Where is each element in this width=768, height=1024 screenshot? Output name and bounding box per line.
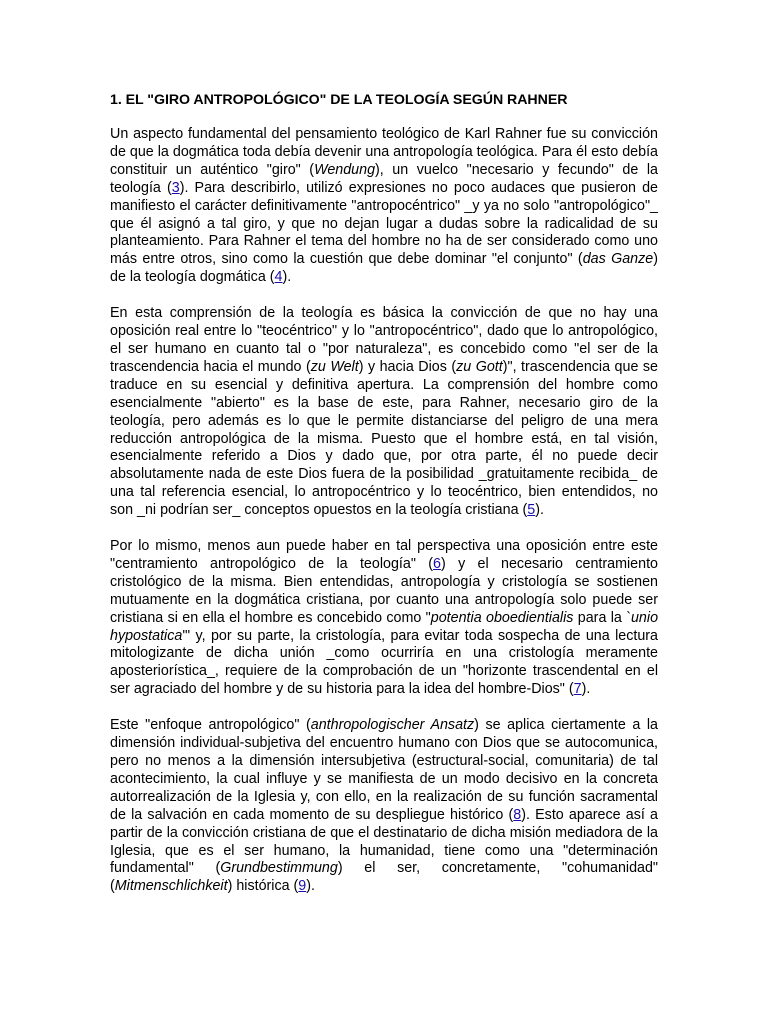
footnote-link[interactable]: 3 xyxy=(171,179,180,196)
italic-term: zu Gott xyxy=(456,358,503,375)
italic-term: Wendung xyxy=(314,161,376,178)
paragraph-3 xyxy=(110,538,658,699)
italic-term: das Ganze xyxy=(582,251,654,268)
paragraph-2 xyxy=(110,305,658,520)
text-run: ). xyxy=(535,502,544,519)
footnote-link[interactable]: 9 xyxy=(298,878,307,895)
footnote-link[interactable]: 6 xyxy=(433,555,441,572)
text-run: Por lo mismo, menos aun puede haber en tal perspectiva una oposición entre este "centramiento antropológico de la teología" ( xyxy=(110,538,658,572)
footnote-link[interactable]: 4 xyxy=(274,269,283,286)
text-run: ). Esto aparece así a partir de la convicción cristiana de que el destinatario de dicha misión mediadora de la Iglesia, que es el ser humano, la humanidad, tiene como una "determinación fundamental" ( xyxy=(110,806,659,877)
italic-term: potentia oboedientialis xyxy=(430,609,574,626)
text-run: Este "enfoque antropológico" ( xyxy=(110,717,311,734)
text-run: ). Para describirlo, utilizó expresiones no poco audaces que pusieron de manifiesto el carácter definitivamente "antropocéntrico" _y ya no solo "antropológico"_ que él asignó a tal giro, y que no dejan lugar a dudas sobre la radicalidad de su planteamiento. Para Rahner el tema del hombre no ha de ser considerado como uno más entre otros, sino como la cuestión que debe dominar "el conjunto" ( xyxy=(110,179,658,268)
footnote-link[interactable]: 7 xyxy=(573,681,582,698)
italic-term: Mitmenschlichkeit xyxy=(114,878,228,895)
text-run: ). xyxy=(306,878,315,895)
paragraph-1 xyxy=(110,126,658,287)
text-run: ) de la teología dogmática ( xyxy=(110,251,658,286)
text-run: ). xyxy=(581,681,591,698)
text-run: Un aspecto fundamental del pensamiento teológico de Karl Rahner fue su convicción de que la dogmática toda debía devenir una antropología teológica. Para él esto debía constituir un auténtico "giro" ( xyxy=(110,126,658,178)
italic-term: zu Welt xyxy=(310,358,359,375)
text-run: ) y hacia Dios ( xyxy=(358,358,457,375)
footnote-link[interactable]: 8 xyxy=(513,806,522,823)
text-run: )", trascendencia que se traduce en su esencial y definitiva apertura. La comprensión del hombre como esencialmente "abierto" es la base de este, para Rahner, necesario giro de la teología, pero además es lo que le permite distanciarse del peligro de una mera reducción antropológica de la misma. Puesto que el hombre está, en tal visión, esencialmente referido a Dios y dado que, por otra parte, él no puede decir absolutamente nada de este Dios fuera de la posibilidad _gratuitamente recibida_ de una tal referencia esencial, lo antropocéntrico y lo teocéntrico, bien entendidos, no son _ni podrían ser_ conceptos opuestos en la teología cristiana ( xyxy=(110,358,658,519)
text-run: ). xyxy=(282,269,292,286)
text-run: ) histórica ( xyxy=(227,878,299,895)
paragraph-4 xyxy=(110,717,658,896)
text-run: ) y el necesario centramiento cristológico de la misma. Bien entendidas, antropología y cristología se sostienen mutuamente en la dogmática cristiana, por cuanto una antropología solo puede ser cristiana si en ella el hombre es concebido como " xyxy=(110,555,658,626)
italic-term: anthropologischer Ansatz xyxy=(310,717,475,734)
italic-term: unio hypostatica xyxy=(110,609,659,644)
text-run: '" y, por su parte, la cristología, para evitar toda sospecha de una lectura mitologizante de dicha unión _como ocurriría en una cristología meramente aposteriorística_, requiere de la comprobación de un "horizonte trascendental en el ser agraciado del hombre y de su historia para la idea del hombre-Dios" ( xyxy=(110,627,658,698)
italic-term: Grundbestimmung xyxy=(220,860,338,877)
article-body xyxy=(110,91,658,914)
text-run: para la ` xyxy=(573,609,631,626)
text-run: En esta comprensión de la teología es básica la convicción de que no hay una oposición real entre lo "teocéntrico" y lo "antropocéntrico", dado que lo antropológico, el ser humano en cuanto tal o "por naturaleza", es concebido como "el ser de la trascendencia hacia el mundo ( xyxy=(110,305,658,375)
section-heading: 1. EL "GIRO ANTROPOLÓGICO" DE LA TEOLOGÍA SEGÚN RAHNER xyxy=(110,92,568,108)
text-run: ), un vuelco "necesario y fecundo" de la teología ( xyxy=(110,161,659,196)
text-run: ) se aplica ciertamente a la dimensión individual-subjetiva del encuentro humano con Dios que se autocomunica, pero no menos a la dimensión intersubjetiva (estructural-social, comunitaria) de tal acontecimiento, la cual influye y se manifiesta de un modo decisivo en la concreta autorrealización de la Iglesia y, con ello, en la realización de su función sacramental de la salvación en cada momento de su despliegue histórico ( xyxy=(110,717,658,823)
text-run: ) el ser, concretamente, "cohumanidad" ( xyxy=(110,860,659,895)
footnote-link[interactable]: 5 xyxy=(527,502,536,519)
